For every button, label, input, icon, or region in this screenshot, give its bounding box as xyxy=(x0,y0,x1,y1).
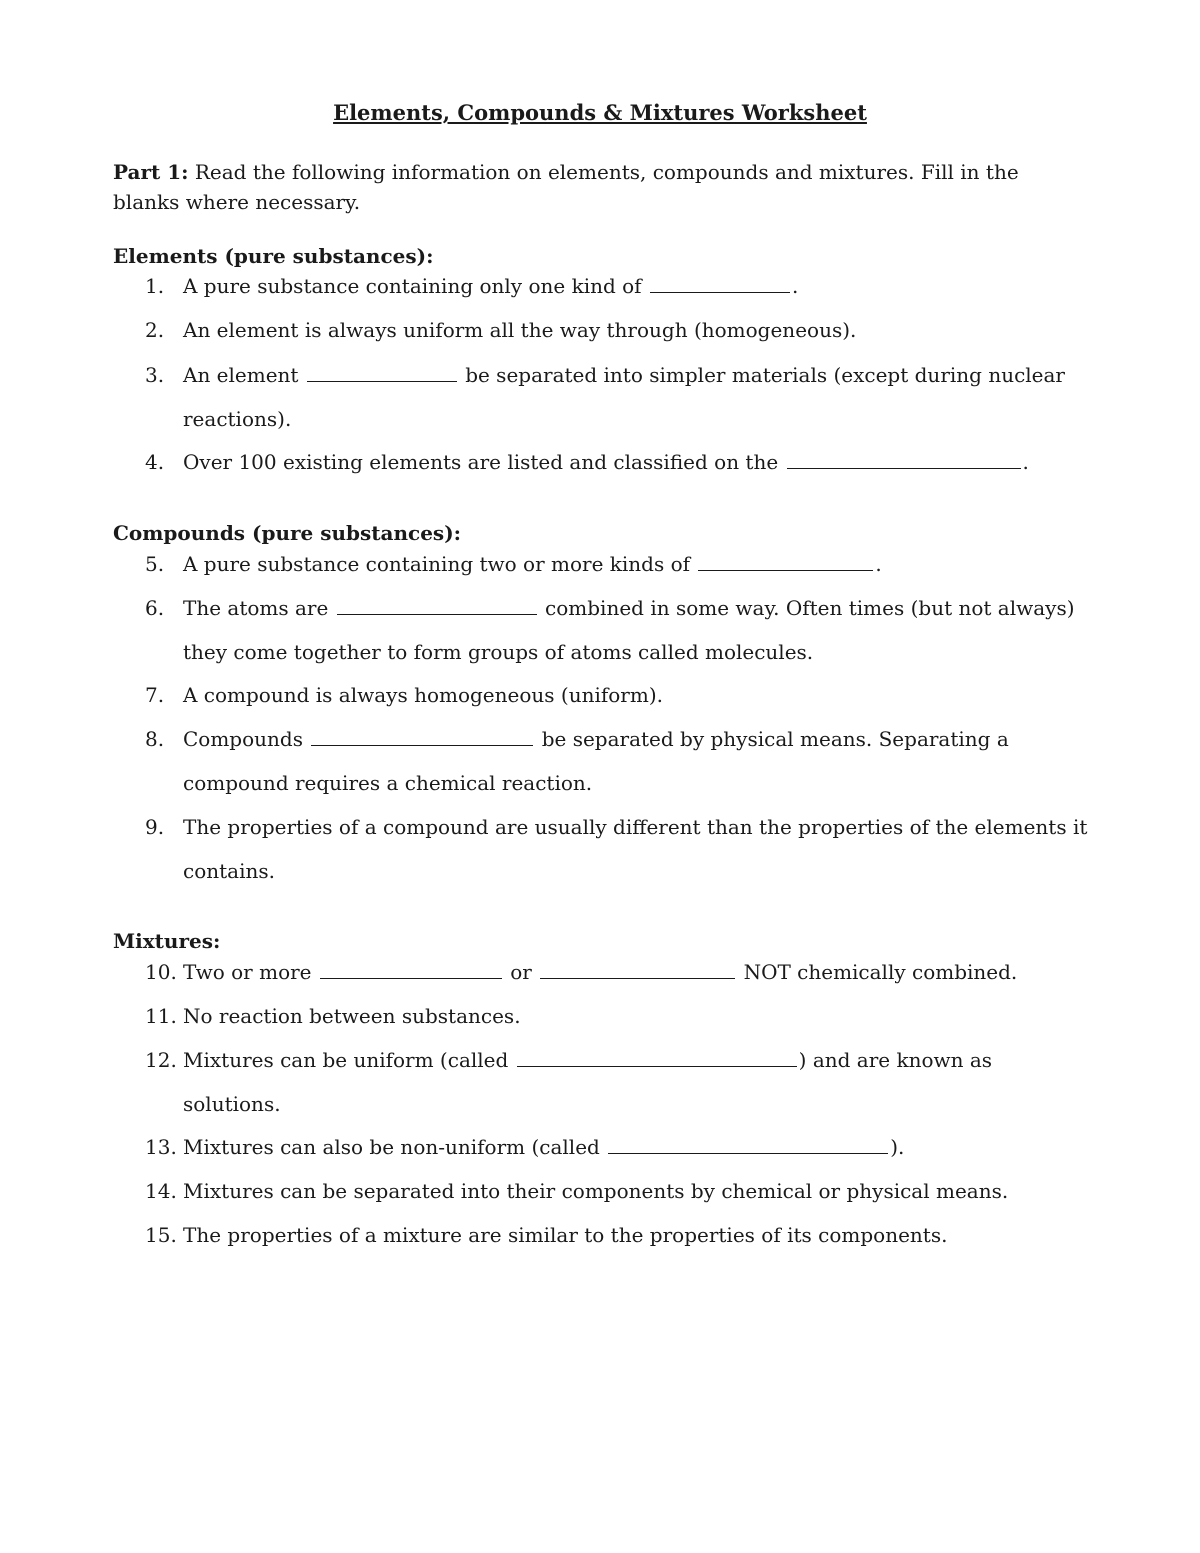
item-number: 4. xyxy=(145,450,165,474)
intro-paragraph xyxy=(113,157,1073,217)
answer-blank[interactable] xyxy=(517,1044,797,1067)
list-item-4: 4. Over 100 existing elements are listed and classified on the . xyxy=(145,440,1095,484)
intro-text: Read the following information on elements, compounds and mixtures. Fill in the blanks where necessary. xyxy=(113,160,1019,214)
item-number: 6. xyxy=(145,596,165,620)
list-item-2: 2. An element is always uniform all the way through (homogeneous). xyxy=(145,308,1095,352)
list-item-7: 7. A compound is always homogeneous (uniform). xyxy=(145,673,1095,717)
list-item-6: 6. The atoms are combined in some way. Often times (but not always) they come together to form groups of atoms called molecules. xyxy=(145,586,1095,674)
list-item-12: 12. Mixtures can be uniform (called ) and are known as solutions. xyxy=(145,1038,1095,1126)
answer-blank[interactable] xyxy=(337,592,537,615)
list-item-11: 11. No reaction between substances. xyxy=(145,994,1095,1038)
item-number: 15. xyxy=(145,1223,177,1247)
answer-blank[interactable] xyxy=(787,446,1021,469)
item-number: 14. xyxy=(145,1179,177,1203)
list-item-15: 15. The properties of a mixture are similar to the properties of its components. xyxy=(145,1213,1095,1257)
list-item-14: 14. Mixtures can be separated into their components by chemical or physical means. xyxy=(145,1169,1095,1213)
list-item-9: 9. The properties of a compound are usually different than the properties of the elements it contains. xyxy=(145,805,1095,893)
intro-label: Part 1: xyxy=(113,160,189,184)
list-item-8: 8. Compounds be separated by physical means. Separating a compound requires a chemical reaction. xyxy=(145,717,1095,805)
item-number: 9. xyxy=(145,815,165,839)
answer-blank[interactable] xyxy=(540,956,735,979)
answer-blank[interactable] xyxy=(650,270,790,293)
item-number: 11. xyxy=(145,1004,177,1028)
section-heading-mixtures: Mixtures: xyxy=(113,929,221,953)
list-item-10: 10. Two or more or NOT chemically combined. xyxy=(145,950,1095,994)
item-number: 12. xyxy=(145,1048,177,1072)
item-number: 2. xyxy=(145,318,165,342)
list-item-1: 1. A pure substance containing only one kind of . xyxy=(145,264,1095,308)
section-heading-compounds: Compounds (pure substances): xyxy=(113,521,462,545)
list-item-3: 3. An element be separated into simpler materials (except during nuclear reactions). xyxy=(145,353,1095,441)
item-number: 8. xyxy=(145,727,165,751)
answer-blank[interactable] xyxy=(320,956,502,979)
answer-blank[interactable] xyxy=(608,1131,888,1154)
item-number: 1. xyxy=(145,274,165,298)
section-heading-elements: Elements (pure substances): xyxy=(113,244,434,268)
item-number: 13. xyxy=(145,1135,177,1159)
list-item-5: 5. A pure substance containing two or more kinds of . xyxy=(145,542,1095,586)
item-number: 10. xyxy=(145,960,177,984)
answer-blank[interactable] xyxy=(307,359,457,382)
list-item-13: 13. Mixtures can also be non-uniform (called ). xyxy=(145,1125,1095,1169)
answer-blank[interactable] xyxy=(311,723,533,746)
item-number: 7. xyxy=(145,683,165,707)
page-title: Elements, Compounds & Mixtures Worksheet xyxy=(333,100,867,125)
item-number: 5. xyxy=(145,552,165,576)
answer-blank[interactable] xyxy=(698,548,873,571)
item-number: 3. xyxy=(145,363,165,387)
